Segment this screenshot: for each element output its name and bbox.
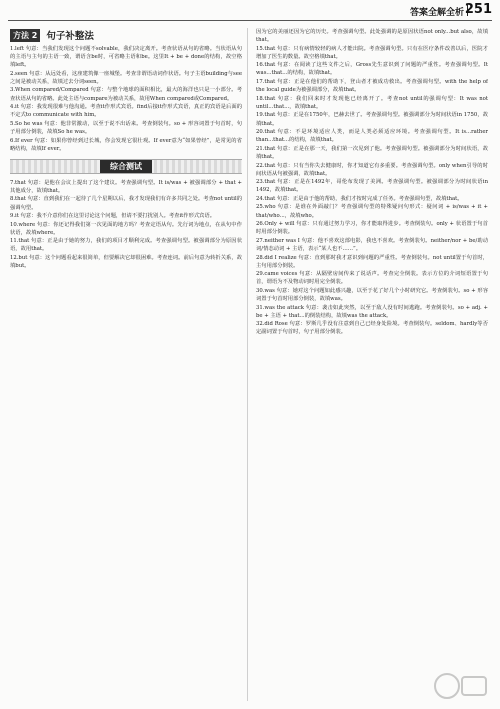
header-title: 答案全解全析 — [409, 8, 464, 18]
answer-list-left-top — [10, 45, 242, 153]
watermark-logo — [432, 671, 490, 701]
answer-item: 21.that 句意：正是在那一天，我们第一次见到了他。考查强调句型。被强调部分为时间状语，故填that。 — [256, 145, 488, 160]
answer-item: 20.that 句意：不是环境适应人类，而是人类必须适应环境。考查强调句型。It is...rather than...that...的结构，故填that。 — [256, 129, 488, 144]
method-heading — [10, 28, 242, 42]
answer-item: 30.was 句意：她对这个问题如此感兴趣，以至于花了好几个小时研究它。考查倒装句。so + 形容词置于句首时用部分倒装，故填was。 — [256, 287, 488, 302]
right-column — [256, 28, 488, 703]
left-column — [10, 28, 242, 703]
method-tag: 方法 2 — [10, 29, 40, 42]
answer-list-right — [256, 28, 488, 336]
page-number: 251 — [464, 2, 492, 17]
answer-item: 22.that 句意：只有当你失去健康时，你才知道它有多重要。考查强调句型。only when引导的时间状语从句被强调，故填that。 — [256, 162, 488, 177]
answer-item: 25.who 句意：是谁在外面敲门？考查强调句型的特殊疑问句形式：疑问词 + is/was + it + that/who...，故填who。 — [256, 204, 488, 219]
answer-item: 28.did I realize 句意：直到那时我才意识到问题的严重性。考查倒装句。not until置于句首时，主句用部分倒装。 — [256, 254, 488, 269]
answer-item: 31.was the attack 句意：袭击如此突然，以至于敌人没有时间逃跑。考查倒装句。so + adj. + be + 主语 + that...的倒装结构，故填was the attack。 — [256, 304, 488, 319]
answer-item: 16.that 句意：在阅读了这些文件之后，Gross先生意识到了问题的严重性。考查强调句型。It was...that...的结构，故填that。 — [256, 62, 488, 77]
answer-item: 23.that 句意：正是在1492年，哥伦布发现了美洲。考查强调句型。被强调部分为时间状语in 1492，故填that。 — [256, 179, 488, 194]
answer-item: 10.where 句意：你还记得我们第一次见面的地方吗？考查定语从句。先行词为地点，在从句中作状语，故填where。 — [10, 221, 242, 236]
answer-item: 19.that 句意：正是在1750年，巴赫去世了。考查强调句型。被强调部分为时间状语in 1750，故填that。 — [256, 112, 488, 127]
answer-item: 18.that 句意：我们回来时才发现他已经离开了。考查not until的强调句型：It was not until...that...，故填that。 — [256, 95, 488, 110]
answer-item: 因为它的美丽还因为它的历史。考查强调句型。此处强调的是原因状语not only...but also，故填that。 — [256, 29, 488, 44]
answer-item: 15.that 句意：只有病情较轻的病人才能出院。考查强调句型。只有在医疗条件改善以后，医院才增加了医生的数量。故空格填that。 — [256, 45, 488, 60]
answer-item: 24.that 句意：正是由于他的帮助，我们才按时完成了任务。考查强调句型，故填that。 — [256, 195, 463, 202]
page-header — [0, 0, 500, 22]
answer-item: 2.seen 句意：从远处看，这座建筑像一座城堡。考查非谓语动词作状语。句子主语building与see之间是被动关系，故填过去分词seen。 — [10, 70, 242, 85]
answer-item: 26.Only + will 句意：只有通过努力学习，你才能取得进步。考查倒装句。only + 状语置于句首时用部分倒装。 — [256, 221, 488, 236]
section-banner-label: 综合测试 — [100, 160, 152, 173]
answer-item: 29.came voices 句意：从隔壁房间传来了说话声。考查完全倒装。表示方位的介词短语置于句首，谓语为不及物动词时用完全倒装。 — [256, 271, 488, 286]
answer-item: 9.it 句意：我不介意你们在这里讨论这个问题，但请不要打扰别人。考查it作形式宾语。 — [10, 213, 216, 220]
answer-item: 7.that 句意：是他在会议上提出了这个建议。考查强调句型。It is/was + 被强调部分 + that + 其他成分，故填that。 — [10, 179, 242, 194]
answer-item: 27.neither was I 句意：他不喜欢这部电影，我也不喜欢。考查倒装句。neither/nor + be/助动词/情态动词 + 主语，表示“某人也不……”。 — [256, 237, 488, 252]
section-banner — [10, 159, 242, 174]
answer-item: 5.So he was 句意：他非常激动，以至于说不出话来。考查倒装句。so + 形容词置于句首时，句子用部分倒装，故填So he was。 — [10, 120, 242, 135]
answer-item: 6.If ever 句意：如果你曾经到过长城，你会发现它很壮观。If ever意为“如果曾经”，是常见的省略结构，故填If ever。 — [10, 137, 242, 152]
answer-item: 4.it 句意：我发现很难与他沟通。考查it作形式宾语。find后接it作形式宾语，真正的宾语是后面的不定式to communicate with him。 — [10, 104, 242, 119]
header-rule — [8, 20, 492, 21]
answer-list-left-bottom — [10, 179, 242, 271]
answer-item: 12.but 句意：这个问题看起来很简单，但要解决它却很困难。考查连词。前后句意为转折关系，故填but。 — [10, 255, 242, 270]
answer-item: 3.When compared/Compared 句意：与整个地球的面积相比，最大的海洋也只是一小部分。考查状语从句的省略。此处主语与compare为被动关系，故用When compared或Compared。 — [10, 87, 242, 102]
method-title: 句子补整法 — [46, 31, 94, 42]
answer-item: 1.left 句意：当我们发现这个问题不solvable，我们决定离开。考查状语从句的省略。当状语从句的主语与主句的主语一致，谓语含be时，可省略主语和be。这里It + be + done的结构，故空格填left。 — [10, 46, 242, 69]
answer-item: 11.that 句意：正是由于她的努力，我们的项目才顺利完成。考查强调句型。被强调部分为原因状语，故用that。 — [10, 238, 242, 253]
answer-item: 32.did Rose 句意：罗斯几乎没有注意到自己已经身处险境。考查倒装句。seldom、hardly等否定副词置于句首时，句子用部分倒装。 — [256, 321, 488, 336]
answer-item: 17.that 句意：正是在他们的帮助下，登山者才被成功救出。考查强调句型。with the help of the local guide为被强调部分，故填that。 — [256, 79, 488, 94]
answer-item: 8.that 句意：直到我们在一起待了几个星期以后，我才发现我们有许多共同之处。考查not until的强调句型。 — [10, 196, 242, 211]
column-divider — [247, 28, 248, 701]
